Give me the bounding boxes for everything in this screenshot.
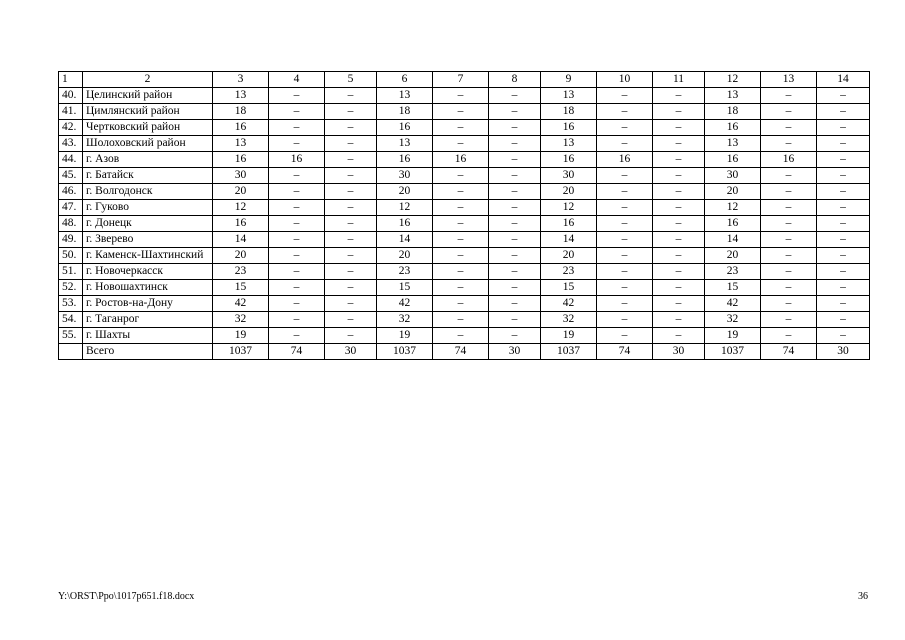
table-cell: 20 bbox=[705, 184, 761, 200]
table-cell: 16 bbox=[541, 216, 597, 232]
table-cell: – bbox=[269, 296, 325, 312]
table-cell: 13 bbox=[705, 136, 761, 152]
table-cell: 32 bbox=[377, 312, 433, 328]
table-cell: – bbox=[269, 88, 325, 104]
table-row bbox=[59, 88, 870, 104]
table-cell: – bbox=[269, 264, 325, 280]
table-cell: 74 bbox=[761, 344, 817, 360]
table-cell: – bbox=[653, 296, 705, 312]
row-name: Всего bbox=[83, 344, 213, 360]
table-cell: 16 bbox=[269, 152, 325, 168]
table-cell: – bbox=[597, 216, 653, 232]
table-cell: 13 bbox=[213, 136, 269, 152]
regional-data-table bbox=[58, 71, 870, 360]
column-header: 9 bbox=[541, 72, 597, 88]
column-header: 11 bbox=[653, 72, 705, 88]
row-number: 43. bbox=[59, 136, 83, 152]
table-cell: 16 bbox=[213, 152, 269, 168]
table-cell: 42 bbox=[213, 296, 269, 312]
table-cell: – bbox=[325, 120, 377, 136]
table-cell: – bbox=[325, 184, 377, 200]
table-cell: – bbox=[653, 280, 705, 296]
table-cell: – bbox=[597, 312, 653, 328]
table-cell: 12 bbox=[541, 200, 597, 216]
table-cell: 32 bbox=[541, 312, 597, 328]
table-cell: – bbox=[597, 264, 653, 280]
table-cell: 30 bbox=[541, 168, 597, 184]
table-cell: – bbox=[817, 200, 870, 216]
table-cell: – bbox=[761, 88, 817, 104]
footer-file-path: Y:\ORST\Ppo\1017p651.f18.docx bbox=[58, 591, 195, 602]
table-header-row bbox=[59, 72, 870, 88]
table-cell: 13 bbox=[377, 88, 433, 104]
table-cell: – bbox=[817, 184, 870, 200]
table-cell: – bbox=[597, 232, 653, 248]
table-cell: – bbox=[597, 136, 653, 152]
row-name: г. Зверево bbox=[83, 232, 213, 248]
column-header: 8 bbox=[489, 72, 541, 88]
table-cell: – bbox=[433, 216, 489, 232]
table-cell: 30 bbox=[817, 344, 870, 360]
table-cell: – bbox=[489, 248, 541, 264]
table-cell: 16 bbox=[761, 152, 817, 168]
row-name: г. Гуково bbox=[83, 200, 213, 216]
column-header: 6 bbox=[377, 72, 433, 88]
table-cell: – bbox=[653, 184, 705, 200]
table-cell: – bbox=[433, 200, 489, 216]
table-cell: – bbox=[817, 312, 870, 328]
table-cell: – bbox=[653, 120, 705, 136]
table-cell: 42 bbox=[541, 296, 597, 312]
table-cell: 32 bbox=[213, 312, 269, 328]
row-number: 42. bbox=[59, 120, 83, 136]
table-cell: 12 bbox=[705, 200, 761, 216]
table-cell: – bbox=[761, 200, 817, 216]
table-cell: 20 bbox=[541, 248, 597, 264]
row-name: Чертковский район bbox=[83, 120, 213, 136]
table-cell: 20 bbox=[541, 184, 597, 200]
row-name: г. Волгодонск bbox=[83, 184, 213, 200]
column-header: 13 bbox=[761, 72, 817, 88]
table-cell: – bbox=[325, 216, 377, 232]
table-cell: 16 bbox=[705, 216, 761, 232]
table-cell: – bbox=[269, 200, 325, 216]
table-cell: – bbox=[653, 200, 705, 216]
table-cell: – bbox=[597, 184, 653, 200]
table-cell: 15 bbox=[541, 280, 597, 296]
table-cell: 23 bbox=[541, 264, 597, 280]
table-cell: – bbox=[817, 152, 870, 168]
table-cell: – bbox=[489, 184, 541, 200]
table-cell: – bbox=[325, 264, 377, 280]
column-header: 1 bbox=[59, 72, 83, 88]
row-number: 40. bbox=[59, 88, 83, 104]
table-cell: 32 bbox=[705, 312, 761, 328]
table-cell: – bbox=[653, 232, 705, 248]
row-number: 44. bbox=[59, 152, 83, 168]
table-cell: – bbox=[325, 232, 377, 248]
table-cell: – bbox=[761, 264, 817, 280]
table-cell: 16 bbox=[541, 152, 597, 168]
row-number: 46. bbox=[59, 184, 83, 200]
table-cell: – bbox=[597, 328, 653, 344]
column-header: 3 bbox=[213, 72, 269, 88]
table-cell: 42 bbox=[705, 296, 761, 312]
table-row bbox=[59, 280, 870, 296]
row-number: 55. bbox=[59, 328, 83, 344]
table-cell: – bbox=[489, 200, 541, 216]
table-cell: – bbox=[269, 168, 325, 184]
table-cell: 13 bbox=[213, 88, 269, 104]
table-cell: 12 bbox=[377, 200, 433, 216]
table-cell: – bbox=[433, 312, 489, 328]
table-cell: 20 bbox=[213, 184, 269, 200]
table-cell: – bbox=[269, 232, 325, 248]
row-number: 51. bbox=[59, 264, 83, 280]
row-number: 54. bbox=[59, 312, 83, 328]
row-number: 52. bbox=[59, 280, 83, 296]
table-cell: – bbox=[269, 104, 325, 120]
table-row bbox=[59, 344, 870, 360]
table-cell: 15 bbox=[213, 280, 269, 296]
table-cell: 16 bbox=[377, 152, 433, 168]
table-cell: – bbox=[325, 296, 377, 312]
table-cell: – bbox=[325, 200, 377, 216]
table-cell: – bbox=[269, 120, 325, 136]
table-cell: 14 bbox=[213, 232, 269, 248]
table-cell: – bbox=[761, 296, 817, 312]
row-name: Шолоховский район bbox=[83, 136, 213, 152]
table-cell: – bbox=[653, 264, 705, 280]
table-cell: 19 bbox=[377, 328, 433, 344]
table-cell: – bbox=[433, 264, 489, 280]
table-cell: – bbox=[597, 280, 653, 296]
table-row bbox=[59, 216, 870, 232]
table-cell: – bbox=[489, 328, 541, 344]
table-cell: – bbox=[325, 88, 377, 104]
table-cell: 20 bbox=[705, 248, 761, 264]
table-cell: – bbox=[761, 104, 817, 120]
table-cell: – bbox=[433, 184, 489, 200]
table-cell: – bbox=[269, 280, 325, 296]
table-cell: – bbox=[761, 216, 817, 232]
row-number: 53. bbox=[59, 296, 83, 312]
row-name: г. Новошахтинск bbox=[83, 280, 213, 296]
table-row bbox=[59, 200, 870, 216]
table-cell: 30 bbox=[705, 168, 761, 184]
table-cell: – bbox=[489, 104, 541, 120]
row-number bbox=[59, 344, 83, 360]
table-cell: – bbox=[597, 120, 653, 136]
table-cell: 19 bbox=[705, 328, 761, 344]
table-cell: – bbox=[653, 216, 705, 232]
table-cell: 18 bbox=[541, 104, 597, 120]
row-name: г. Азов bbox=[83, 152, 213, 168]
table-cell: 30 bbox=[213, 168, 269, 184]
table-cell: 16 bbox=[597, 152, 653, 168]
table-cell: – bbox=[433, 232, 489, 248]
table-cell: – bbox=[325, 328, 377, 344]
table-cell: – bbox=[269, 136, 325, 152]
table-cell: 1037 bbox=[541, 344, 597, 360]
row-name: Целинский район bbox=[83, 88, 213, 104]
table-cell: – bbox=[489, 264, 541, 280]
footer-page-number: 36 bbox=[858, 591, 868, 602]
table-cell: – bbox=[761, 136, 817, 152]
row-name: г. Ростов-на-Дону bbox=[83, 296, 213, 312]
column-header: 2 bbox=[83, 72, 213, 88]
table-cell: – bbox=[761, 184, 817, 200]
table-row bbox=[59, 248, 870, 264]
table-cell: – bbox=[817, 88, 870, 104]
table-cell: 13 bbox=[541, 88, 597, 104]
table-cell: 16 bbox=[377, 120, 433, 136]
table-cell: – bbox=[325, 312, 377, 328]
table-cell: 23 bbox=[705, 264, 761, 280]
table-cell: – bbox=[653, 168, 705, 184]
table-cell: 15 bbox=[377, 280, 433, 296]
table-cell: 30 bbox=[653, 344, 705, 360]
table-cell: 16 bbox=[213, 120, 269, 136]
table-cell: – bbox=[433, 136, 489, 152]
table-cell: – bbox=[433, 104, 489, 120]
table-cell: – bbox=[653, 152, 705, 168]
table-cell: 1037 bbox=[213, 344, 269, 360]
table-cell: 30 bbox=[325, 344, 377, 360]
table-cell: 13 bbox=[705, 88, 761, 104]
table-cell: – bbox=[817, 104, 870, 120]
row-name: Цимлянский район bbox=[83, 104, 213, 120]
table-cell: – bbox=[817, 136, 870, 152]
table-cell: – bbox=[761, 280, 817, 296]
table-cell: 16 bbox=[377, 216, 433, 232]
table-cell: – bbox=[761, 120, 817, 136]
table-cell: – bbox=[653, 104, 705, 120]
table-cell: – bbox=[761, 232, 817, 248]
table-row bbox=[59, 264, 870, 280]
table-cell: – bbox=[653, 136, 705, 152]
column-header: 14 bbox=[817, 72, 870, 88]
table-cell: – bbox=[761, 312, 817, 328]
table-row bbox=[59, 152, 870, 168]
table-row bbox=[59, 312, 870, 328]
table-cell: 20 bbox=[213, 248, 269, 264]
table-row bbox=[59, 328, 870, 344]
row-number: 45. bbox=[59, 168, 83, 184]
table-cell: – bbox=[761, 168, 817, 184]
table-cell: – bbox=[269, 312, 325, 328]
row-number: 41. bbox=[59, 104, 83, 120]
table-cell: – bbox=[489, 216, 541, 232]
table-row bbox=[59, 120, 870, 136]
table-cell: 16 bbox=[541, 120, 597, 136]
table-cell: – bbox=[817, 216, 870, 232]
table-cell: 15 bbox=[705, 280, 761, 296]
table-cell: 16 bbox=[433, 152, 489, 168]
table-cell: – bbox=[489, 296, 541, 312]
table-cell: – bbox=[817, 232, 870, 248]
table-row bbox=[59, 168, 870, 184]
table-cell: – bbox=[597, 296, 653, 312]
table-cell: – bbox=[817, 280, 870, 296]
table-cell: 1037 bbox=[377, 344, 433, 360]
table-cell: – bbox=[817, 264, 870, 280]
table-cell: – bbox=[325, 104, 377, 120]
row-name: г. Каменск-Шахтинский bbox=[83, 248, 213, 264]
table-cell: 19 bbox=[213, 328, 269, 344]
column-header: 7 bbox=[433, 72, 489, 88]
table-cell: – bbox=[653, 88, 705, 104]
table-cell: 1037 bbox=[705, 344, 761, 360]
table-cell: – bbox=[597, 88, 653, 104]
table-cell: – bbox=[817, 296, 870, 312]
table-cell: 18 bbox=[213, 104, 269, 120]
table-cell: – bbox=[489, 120, 541, 136]
table-cell: – bbox=[817, 248, 870, 264]
table-cell: 20 bbox=[377, 248, 433, 264]
table-row bbox=[59, 104, 870, 120]
table-cell: – bbox=[433, 248, 489, 264]
table-cell: – bbox=[433, 280, 489, 296]
row-name: г. Батайск bbox=[83, 168, 213, 184]
table-cell: 19 bbox=[541, 328, 597, 344]
row-name: г. Новочеркасск bbox=[83, 264, 213, 280]
table-cell: 74 bbox=[597, 344, 653, 360]
column-header: 12 bbox=[705, 72, 761, 88]
table-cell: – bbox=[433, 88, 489, 104]
table-cell: – bbox=[489, 312, 541, 328]
row-name: г. Донецк bbox=[83, 216, 213, 232]
table-cell: 74 bbox=[433, 344, 489, 360]
table-cell: – bbox=[817, 328, 870, 344]
table-cell: – bbox=[489, 232, 541, 248]
table-cell: 18 bbox=[377, 104, 433, 120]
table-cell: – bbox=[653, 248, 705, 264]
table-cell: – bbox=[489, 168, 541, 184]
table-cell: – bbox=[269, 216, 325, 232]
table-cell: – bbox=[489, 152, 541, 168]
table-cell: 18 bbox=[705, 104, 761, 120]
column-header: 5 bbox=[325, 72, 377, 88]
table-cell: – bbox=[325, 248, 377, 264]
table-cell: 30 bbox=[489, 344, 541, 360]
table-row bbox=[59, 184, 870, 200]
table-cell: – bbox=[761, 248, 817, 264]
table-cell: 23 bbox=[377, 264, 433, 280]
table-cell: – bbox=[597, 168, 653, 184]
table-cell: – bbox=[325, 152, 377, 168]
table-cell: 13 bbox=[541, 136, 597, 152]
row-number: 47. bbox=[59, 200, 83, 216]
table-row bbox=[59, 136, 870, 152]
table-cell: – bbox=[269, 184, 325, 200]
table-cell: 30 bbox=[377, 168, 433, 184]
table-cell: – bbox=[325, 168, 377, 184]
table-cell: 23 bbox=[213, 264, 269, 280]
table-cell: – bbox=[817, 120, 870, 136]
row-name: г. Таганрог bbox=[83, 312, 213, 328]
table-cell: 42 bbox=[377, 296, 433, 312]
table-cell: 14 bbox=[705, 232, 761, 248]
table-cell: – bbox=[489, 88, 541, 104]
table-cell: – bbox=[433, 120, 489, 136]
table-cell: – bbox=[653, 328, 705, 344]
table-cell: – bbox=[325, 280, 377, 296]
table-cell: – bbox=[269, 248, 325, 264]
table-cell: – bbox=[597, 248, 653, 264]
table-cell: 16 bbox=[705, 120, 761, 136]
table-cell: – bbox=[597, 104, 653, 120]
table-cell: 12 bbox=[213, 200, 269, 216]
table-cell: – bbox=[433, 296, 489, 312]
table-cell: – bbox=[269, 328, 325, 344]
table-cell: – bbox=[489, 280, 541, 296]
table-cell: – bbox=[433, 168, 489, 184]
table-cell: 74 bbox=[269, 344, 325, 360]
table-row bbox=[59, 232, 870, 248]
table-cell: – bbox=[761, 328, 817, 344]
table-cell: 14 bbox=[541, 232, 597, 248]
row-number: 48. bbox=[59, 216, 83, 232]
table-cell: 16 bbox=[705, 152, 761, 168]
table-cell: – bbox=[597, 200, 653, 216]
column-header: 4 bbox=[269, 72, 325, 88]
table-cell: 16 bbox=[213, 216, 269, 232]
row-name: г. Шахты bbox=[83, 328, 213, 344]
table-cell: – bbox=[489, 136, 541, 152]
row-number: 49. bbox=[59, 232, 83, 248]
table-cell: – bbox=[817, 168, 870, 184]
row-number: 50. bbox=[59, 248, 83, 264]
table-cell: – bbox=[653, 312, 705, 328]
table-row bbox=[59, 296, 870, 312]
column-header: 10 bbox=[597, 72, 653, 88]
table-cell: 20 bbox=[377, 184, 433, 200]
table-cell: – bbox=[433, 328, 489, 344]
table-cell: 14 bbox=[377, 232, 433, 248]
table-cell: – bbox=[325, 136, 377, 152]
table-cell: 13 bbox=[377, 136, 433, 152]
